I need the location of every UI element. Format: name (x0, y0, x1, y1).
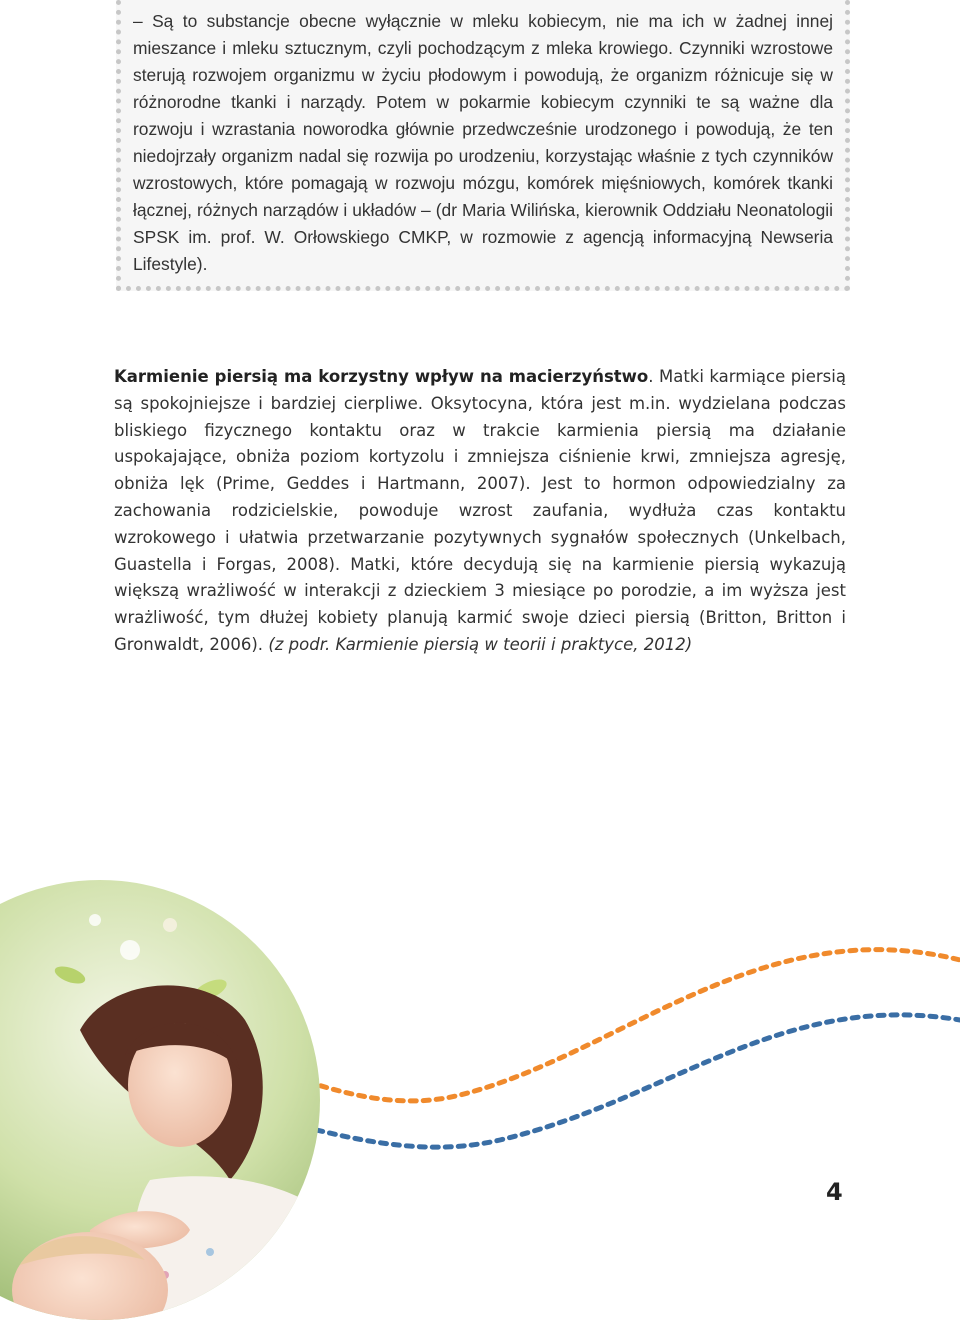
body-text: . Matki karmiące piersią są spokojniejsze i bardziej cierpliwe. Oksytocyna, która jest m.in. wydzielana podczas bliskiego fizycznego kontaktu oraz w trakcie karmienia piersią ma działanie uspokajające, obniża poziom kortyzolu i zmniejsza ciśnienie krwi, zmniejsza agresję, obniża lęk (Prime, Geddes i Hartmann, 2007). Jest to hormon odpowiedzialny za zachowania rodzicielskie, powoduje wzrost zaufania, wydłuża czas kontaktu wzrokowego i ułatwia przetwarzanie pozytywnych sygnałów społecznych (Unkelbach, Guastella i Forgas, 2008). Matki, które decydują się na karmienie piersią wykazują większą wrażliwość w interakcji z dzieckiem 3 miesiące po porodzie, a im wyższa jest wrażliwość, tym dłużej kobiety planują karmić swoje dzieci piersią (Britton, Britton i Gronwaldt, 2006). (114, 367, 846, 654)
page-number: 4 (826, 1178, 843, 1206)
lead-heading: Karmienie piersią ma korzystny wpływ na macierzyństwo (114, 367, 649, 386)
quote-box (116, 0, 850, 291)
main-paragraph (114, 364, 846, 659)
quote-text: – Są to substancje obecne wyłącznie w mleku kobiecym, nie ma ich w żadnej innej mieszance i mleku sztucznym, czyli pochodzącym z mleka krowiego. Czynniki wzrostowe sterują rozwojem organizmu w życiu płodowym i powodują, że organizm różnicuje się w różnorodne tkanki i narządy. Potem w pokarmie kobiecym czynniki te są ważne dla rozwoju i wzrastania noworodka głównie przedwcześnie urodzonego i powodują, że ten niedojrzały organizm nadal się rozwija po urodzeniu, korzystając właśnie z tych czynników wzrostowych, które pomagają w rozwoju mózgu, komórek mięśniowych, komórek tkanki łącznej, różnych narządów i układów – (dr Maria Wilińska, kierownik Oddziału Neonatologii SPSK im. prof. W. Orłowskiego CMKP, w rozmowie z agencją informacyjną Newseria Lifestyle). (133, 11, 833, 274)
citation: (z podr. Karmienie piersią w teorii i praktyce, 2012) (268, 634, 693, 654)
